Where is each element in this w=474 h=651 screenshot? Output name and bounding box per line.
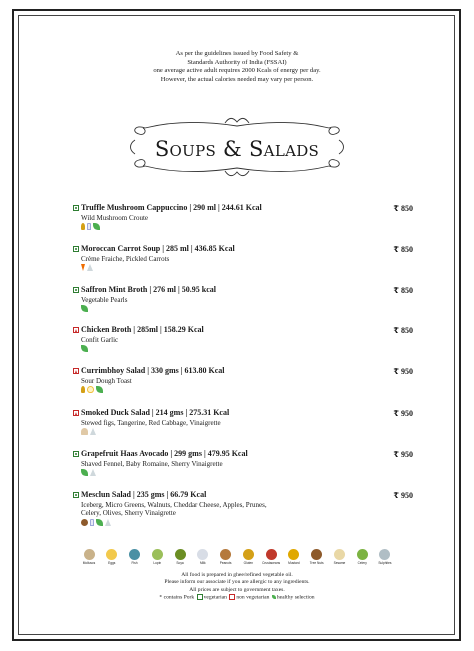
allergen-label: Crustaceans [262, 561, 281, 565]
allergen-item [172, 549, 188, 569]
allergen-icon [266, 549, 277, 560]
allergen-item [149, 549, 165, 569]
veg-mark-icon [73, 287, 79, 293]
allergen-label: Celery [357, 561, 367, 565]
menu-item [73, 325, 413, 354]
item-price: ₹ 850 [393, 286, 413, 295]
allergen-label: Mustard [288, 561, 300, 565]
notice-line: However, the actual calories needed may vary per person. [160, 75, 314, 83]
allergen-item [331, 549, 347, 569]
item-price: ₹ 950 [393, 450, 413, 459]
item-name: Grapefruit Haas Avocado | 299 gms | 479.95 Kcal [81, 449, 248, 458]
allergen-icon [357, 549, 368, 560]
pork-note: * contains Pork [159, 594, 195, 601]
item-price: ₹ 850 [393, 204, 413, 213]
item-name: Truffle Mushroom Cappuccino | 290 ml | 244.61 Kcal [81, 203, 262, 212]
footer-line: All prices are subject to government taxes. [189, 586, 285, 593]
item-description: Sour Dough Toast [81, 377, 132, 385]
allergen-icon [152, 549, 163, 560]
allergen-label: Molluscs [82, 561, 96, 565]
nonveg-mark-icon [73, 368, 79, 374]
allergen-label: Eggs [108, 561, 116, 565]
nonveg-key-icon [229, 594, 235, 600]
allergen-icon [334, 549, 345, 560]
allergen-icon [288, 549, 299, 560]
allergen-icon [243, 549, 254, 560]
allergen-item [195, 549, 211, 569]
menu-item [73, 408, 413, 437]
leaf-icon [93, 223, 100, 230]
veg-mark-icon [73, 205, 79, 211]
veg-mark-icon [73, 451, 79, 457]
menu-item [73, 203, 413, 232]
nonveg-mark-icon [73, 410, 79, 416]
fssai-notice [100, 50, 374, 84]
allergen-icon [311, 549, 322, 560]
carrot-icon [81, 264, 85, 271]
item-description: Celery, Olives, Sherry Vinaigrette [81, 509, 176, 518]
allergen-label: Fish [131, 561, 138, 565]
veg-mark-icon [73, 246, 79, 252]
allergen-legend [81, 549, 393, 569]
shell-icon [81, 428, 88, 435]
item-description: Crème Fraiche, Pickled Carrots [81, 255, 170, 263]
item-name: Moroccan Carrot Soup | 285 ml | 436.85 Kcal [81, 244, 235, 253]
legend-key-row [100, 594, 374, 602]
item-description: Wild Mushroom Croute [81, 214, 148, 222]
notice-line: one average active adult requires 2000 Kcals of energy per day. [153, 67, 321, 75]
wheat-icon [81, 386, 85, 393]
menu-item [73, 285, 413, 314]
flask-icon [87, 264, 93, 271]
allergen-icon [129, 549, 140, 560]
allergen-icon [379, 549, 390, 560]
allergen-item [354, 549, 370, 569]
allergen-item [218, 549, 234, 569]
allergen-icon [197, 549, 208, 560]
item-name: Mesclun Salad | 235 gms | 66.79 Kcal [81, 490, 207, 499]
item-price: ₹ 950 [393, 491, 413, 500]
allergen-item [240, 549, 256, 569]
section-header [125, 114, 349, 180]
footer-line: All food is prepared in ghee/refined vegetable oil. [181, 572, 293, 578]
allergen-item [377, 549, 393, 569]
notice-line: Standards Authority of India (FSSAI) [187, 58, 287, 66]
allergen-item [286, 549, 302, 569]
veg-key-icon [197, 594, 203, 600]
allergen-icon [175, 549, 186, 560]
egg-icon [87, 386, 94, 393]
menu-item [73, 490, 413, 528]
allergen-label: Lupin [153, 561, 162, 565]
milk-icon [87, 223, 91, 230]
nonveg-mark-icon [73, 327, 79, 333]
item-description: Iceberg, Micro Greens, Walnuts, Cheddar Cheese, Apples, Prunes, [81, 501, 267, 509]
flask-icon [90, 428, 96, 435]
veg-key-label: vegetarian [203, 594, 227, 601]
allergen-label: Soya [176, 561, 184, 565]
allergen-label: Sulphites [378, 561, 392, 565]
wheat-icon [81, 223, 85, 230]
notice-line: As per the guidelines issued by Food Safety & [175, 50, 299, 57]
flask-icon [90, 469, 96, 476]
menu-item [73, 449, 413, 478]
allergen-label: Sesame [333, 561, 346, 565]
flask-icon [105, 519, 111, 526]
allergen-label: Milk [199, 561, 206, 565]
allergen-label: Peanuts [219, 561, 232, 565]
item-price: ₹ 950 [393, 409, 413, 418]
allergen-item [309, 549, 325, 569]
leaf-icon [81, 345, 88, 352]
section-title: Soups & Salads [154, 137, 320, 161]
footer-notes [100, 572, 374, 601]
menu-item [73, 366, 413, 395]
item-name: Currimbhoy Salad | 330 gms | 613.80 Kcal [81, 366, 225, 375]
allergen-label: Tree Nuts [309, 561, 324, 565]
item-price: ₹ 850 [393, 245, 413, 254]
item-name: Saffron Mint Broth | 276 ml | 50.95 kcal [81, 285, 217, 294]
allergen-item [263, 549, 279, 569]
leaf-icon [81, 469, 88, 476]
item-price: ₹ 950 [393, 367, 413, 376]
leaf-icon [81, 305, 88, 312]
allergen-icon [106, 549, 117, 560]
item-name: Chicken Broth | 285ml | 158.29 Kcal [81, 325, 204, 334]
leaf-icon [96, 386, 103, 393]
footer-line: Please inform our associate if you are allergic to any ingredients. [164, 579, 310, 586]
item-description: Vegetable Pearls [81, 296, 128, 304]
item-description: Confit Garlic [81, 336, 119, 344]
item-price: ₹ 850 [393, 326, 413, 335]
allergen-icon [84, 549, 95, 560]
menu-item [73, 244, 413, 273]
allergen-item [81, 549, 97, 569]
nonveg-key-label: non vegetarian [236, 594, 270, 601]
item-description: Stewed figs, Tangerine, Red Cabbage, Vinaigrette [81, 419, 221, 427]
item-name: Smoked Duck Salad | 214 gms | 275.31 Kcal [81, 408, 230, 417]
allergen-item [127, 549, 143, 569]
item-description: Shaved Fennel, Baby Romaine, Sherry Vinaigrette [81, 460, 223, 468]
leaf-icon [96, 519, 103, 526]
veg-mark-icon [73, 492, 79, 498]
allergen-item [104, 549, 120, 569]
allergen-label: Gluten [243, 561, 254, 565]
healthy-key-icon [272, 595, 276, 599]
healthy-key-label: healthy selection [276, 594, 315, 601]
milk-icon [90, 519, 94, 526]
nut-icon [81, 519, 88, 526]
allergen-icon [220, 549, 231, 560]
